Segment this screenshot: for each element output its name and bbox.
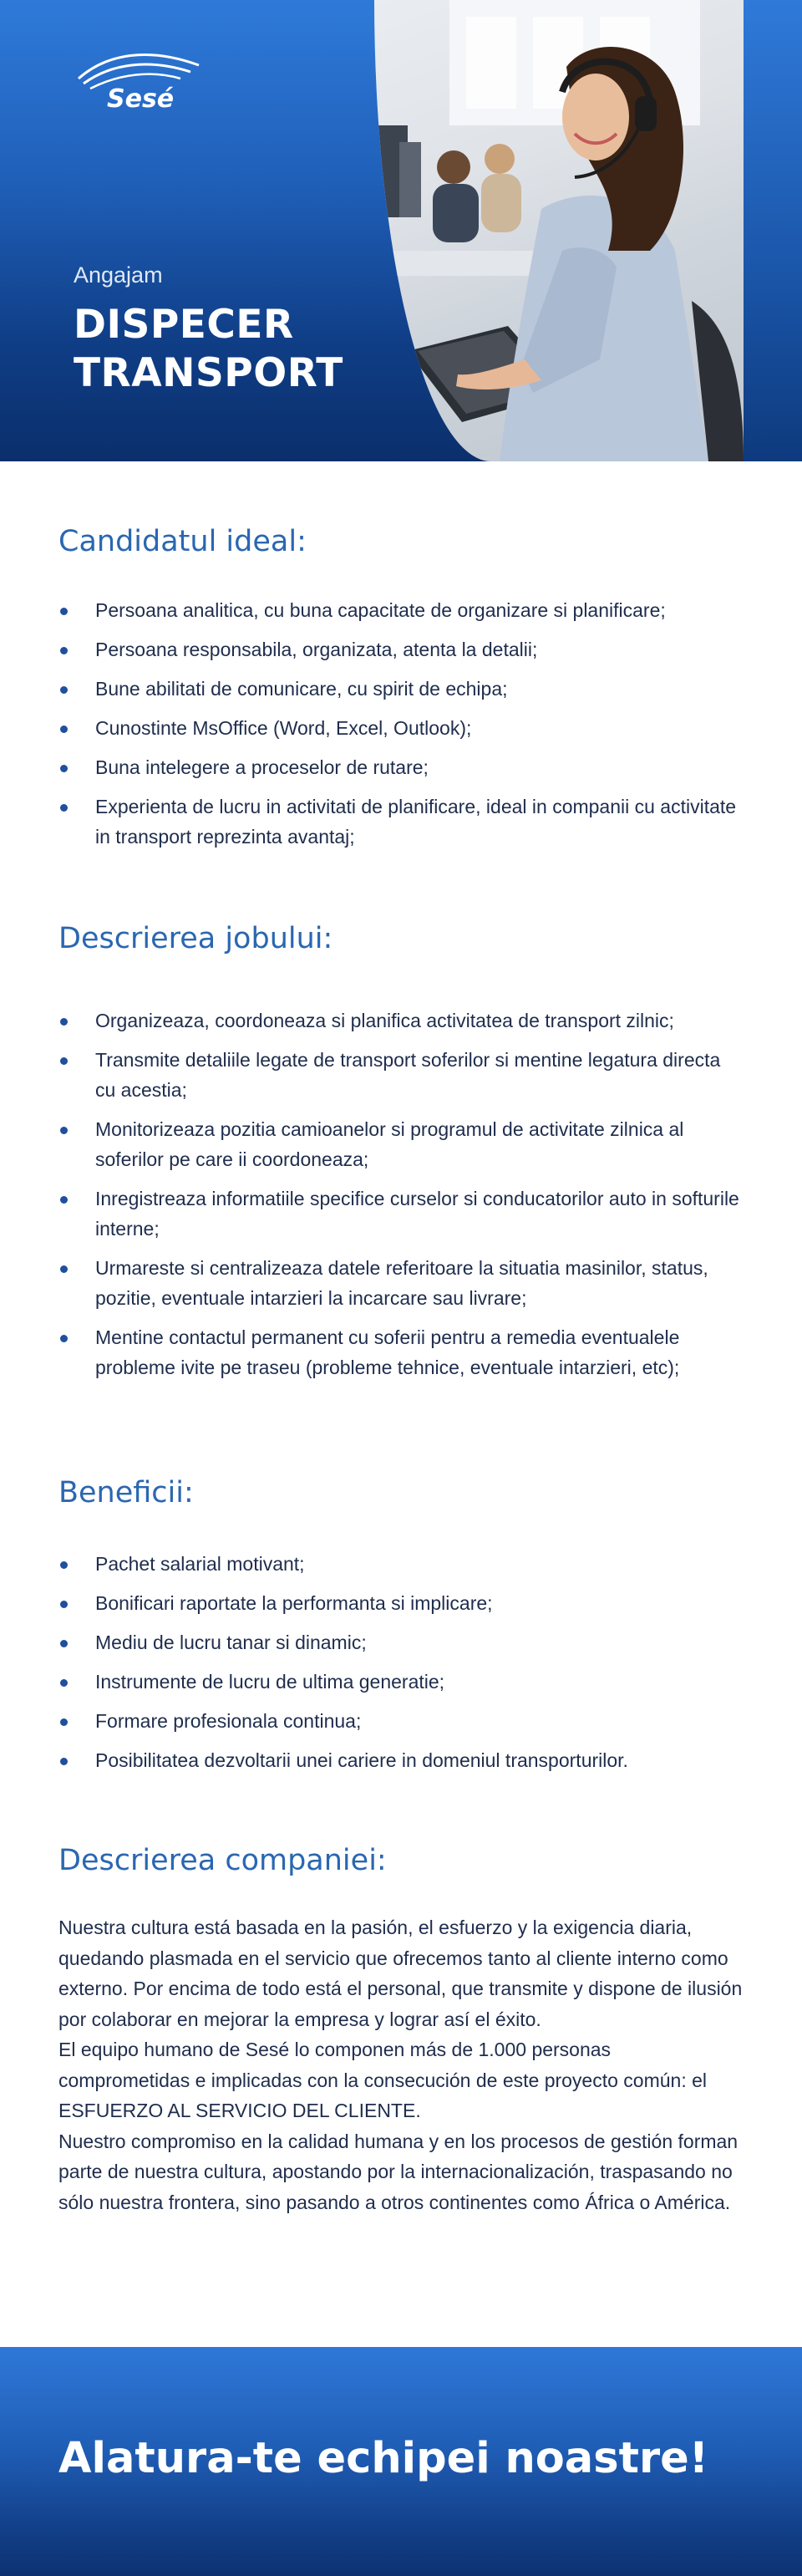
list-item bbox=[58, 595, 744, 625]
call-center-illustration bbox=[374, 0, 744, 461]
bullet-icon bbox=[60, 1335, 68, 1342]
bullet-icon bbox=[60, 1679, 68, 1687]
section-heading: Descrierea companiei: bbox=[58, 1844, 387, 1877]
list-item bbox=[58, 752, 744, 782]
list-item bbox=[58, 1706, 744, 1736]
list-item bbox=[58, 792, 744, 852]
job-list bbox=[58, 1005, 744, 1392]
list-item-text: Mentine contactul permanent cu soferii pentru a remedia eventualele probleme ivite pe traseu (probleme tehnice, eventuale intarzieri, etc); bbox=[95, 1326, 680, 1378]
list-item-text: Formare profesionala continua; bbox=[95, 1710, 362, 1732]
list-item bbox=[58, 1253, 744, 1313]
list-item-text: Persoana analitica, cu buna capacitate de organizare si planificare; bbox=[95, 599, 666, 621]
list-item bbox=[58, 713, 744, 743]
list-item bbox=[58, 1549, 744, 1579]
company-paragraph-1: Nuestra cultura está basada en la pasión, el esfuerzo y la exigencia diaria, quedando plasmada en el servicio que ofrecemos tanto al cliente interno como externo. Por encima de todo está el personal, que transmite y dispone de ilusión por colaborar en mejorar la empresa y lograr así el éxito. bbox=[58, 1917, 743, 2030]
company-paragraph-2: El equipo humano de Sesé lo componen más de 1.000 personas comprometidas e implicadas con la consecución de este proyecto común: el ESFUERZO AL SERVICIO DEL CLIENTE. bbox=[58, 2039, 708, 2121]
page-title bbox=[74, 301, 374, 398]
bullet-icon bbox=[60, 1018, 68, 1026]
list-item bbox=[58, 1627, 744, 1657]
list-item bbox=[58, 1005, 744, 1036]
hero-kicker: Angajam bbox=[74, 262, 163, 288]
bullet-icon bbox=[60, 1057, 68, 1065]
list-item bbox=[58, 1184, 744, 1244]
benefits-list bbox=[58, 1549, 744, 1784]
bullet-icon bbox=[60, 1718, 68, 1726]
hero-banner bbox=[0, 0, 802, 461]
bullet-icon bbox=[60, 804, 68, 812]
list-item-text: Pachet salarial motivant; bbox=[95, 1553, 305, 1575]
list-item-text: Instrumente de lucru de ultima generatie; bbox=[95, 1671, 445, 1693]
list-item-text: Transmite detaliile legate de transport soferilor si mentine legatura directa cu acestia; bbox=[95, 1049, 721, 1101]
section-heading: Candidatul ideal: bbox=[58, 525, 307, 558]
section-heading: Beneficii: bbox=[58, 1476, 194, 1509]
list-item bbox=[58, 1045, 744, 1105]
bullet-icon bbox=[60, 725, 68, 733]
list-item-text: Mediu de lucru tanar si dinamic; bbox=[95, 1632, 367, 1653]
list-item-text: Persoana responsabila, organizata, atenta la detalii; bbox=[95, 639, 538, 660]
list-item bbox=[58, 1667, 744, 1697]
list-item-text: Monitorizeaza pozitia camioanelor si programul de activitate zilnica al soferilor pe care ii coordoneaza; bbox=[95, 1118, 684, 1170]
logo-text: Sesé bbox=[107, 84, 175, 114]
title-line-1: DISPECER bbox=[74, 302, 294, 348]
list-item bbox=[58, 634, 744, 664]
list-item-text: Bonificari raportate la performanta si implicare; bbox=[95, 1592, 493, 1614]
bullet-icon bbox=[60, 1265, 68, 1273]
list-item-text: Experienta de lucru in activitati de planificare, ideal in companii cu activitate in transport reprezinta avantaj; bbox=[95, 796, 737, 848]
bullet-icon bbox=[60, 608, 68, 615]
section-job-description bbox=[58, 922, 744, 955]
section-company bbox=[58, 1844, 744, 1877]
bullet-icon bbox=[60, 765, 68, 772]
bullet-icon bbox=[60, 1561, 68, 1569]
list-item-text: Buna intelegere a proceselor de rutare; bbox=[95, 756, 429, 778]
hero-stripe bbox=[744, 0, 802, 461]
hero-photo bbox=[374, 0, 744, 461]
bullet-icon bbox=[60, 1601, 68, 1608]
section-ideal-candidate bbox=[58, 525, 744, 558]
list-item bbox=[58, 1588, 744, 1618]
company-paragraph-3: Nuestro compromiso en la calidad humana y en los procesos de gestión forman parte de nuestra cultura, apostando por la internacionalización, traspasando no sólo nuestra frontera, sino pasando a otros continentes como África o América. bbox=[58, 2130, 739, 2213]
bullet-icon bbox=[60, 647, 68, 654]
logo-swoosh-icon bbox=[74, 47, 207, 114]
section-heading: Descrierea jobului: bbox=[58, 922, 333, 955]
section-benefits bbox=[58, 1476, 744, 1509]
bullet-icon bbox=[60, 1758, 68, 1765]
bullet-icon bbox=[60, 1640, 68, 1647]
list-item bbox=[58, 1114, 744, 1174]
list-item bbox=[58, 674, 744, 704]
list-item bbox=[58, 1322, 744, 1382]
list-item-text: Inregistreaza informatiile specifice curselor si conducatorilor auto in softurile interne; bbox=[95, 1188, 739, 1240]
ideal-list bbox=[58, 595, 744, 861]
bullet-icon bbox=[60, 1196, 68, 1204]
footer-cta: Alatura-te echipei noastre! bbox=[58, 2434, 708, 2483]
list-item-text: Cunostinte MsOffice (Word, Excel, Outlook); bbox=[95, 717, 472, 739]
title-line-2: TRANSPORT bbox=[74, 350, 343, 396]
bullet-icon bbox=[60, 686, 68, 694]
sese-logo bbox=[74, 47, 207, 114]
list-item-text: Organizeaza, coordoneaza si planifica activitatea de transport zilnic; bbox=[95, 1010, 674, 1031]
list-item-text: Urmareste si centralizeaza datele referitoare la situatia masinilor, status, pozitie, eventuale intarzieri la incarcare sau livrare; bbox=[95, 1257, 708, 1309]
list-item bbox=[58, 1745, 744, 1775]
company-description bbox=[58, 1912, 744, 2217]
list-item-text: Bune abilitati de comunicare, cu spirit de echipa; bbox=[95, 678, 508, 700]
bullet-icon bbox=[60, 1127, 68, 1134]
list-item-text: Posibilitatea dezvoltarii unei cariere in domeniul transporturilor. bbox=[95, 1749, 628, 1771]
